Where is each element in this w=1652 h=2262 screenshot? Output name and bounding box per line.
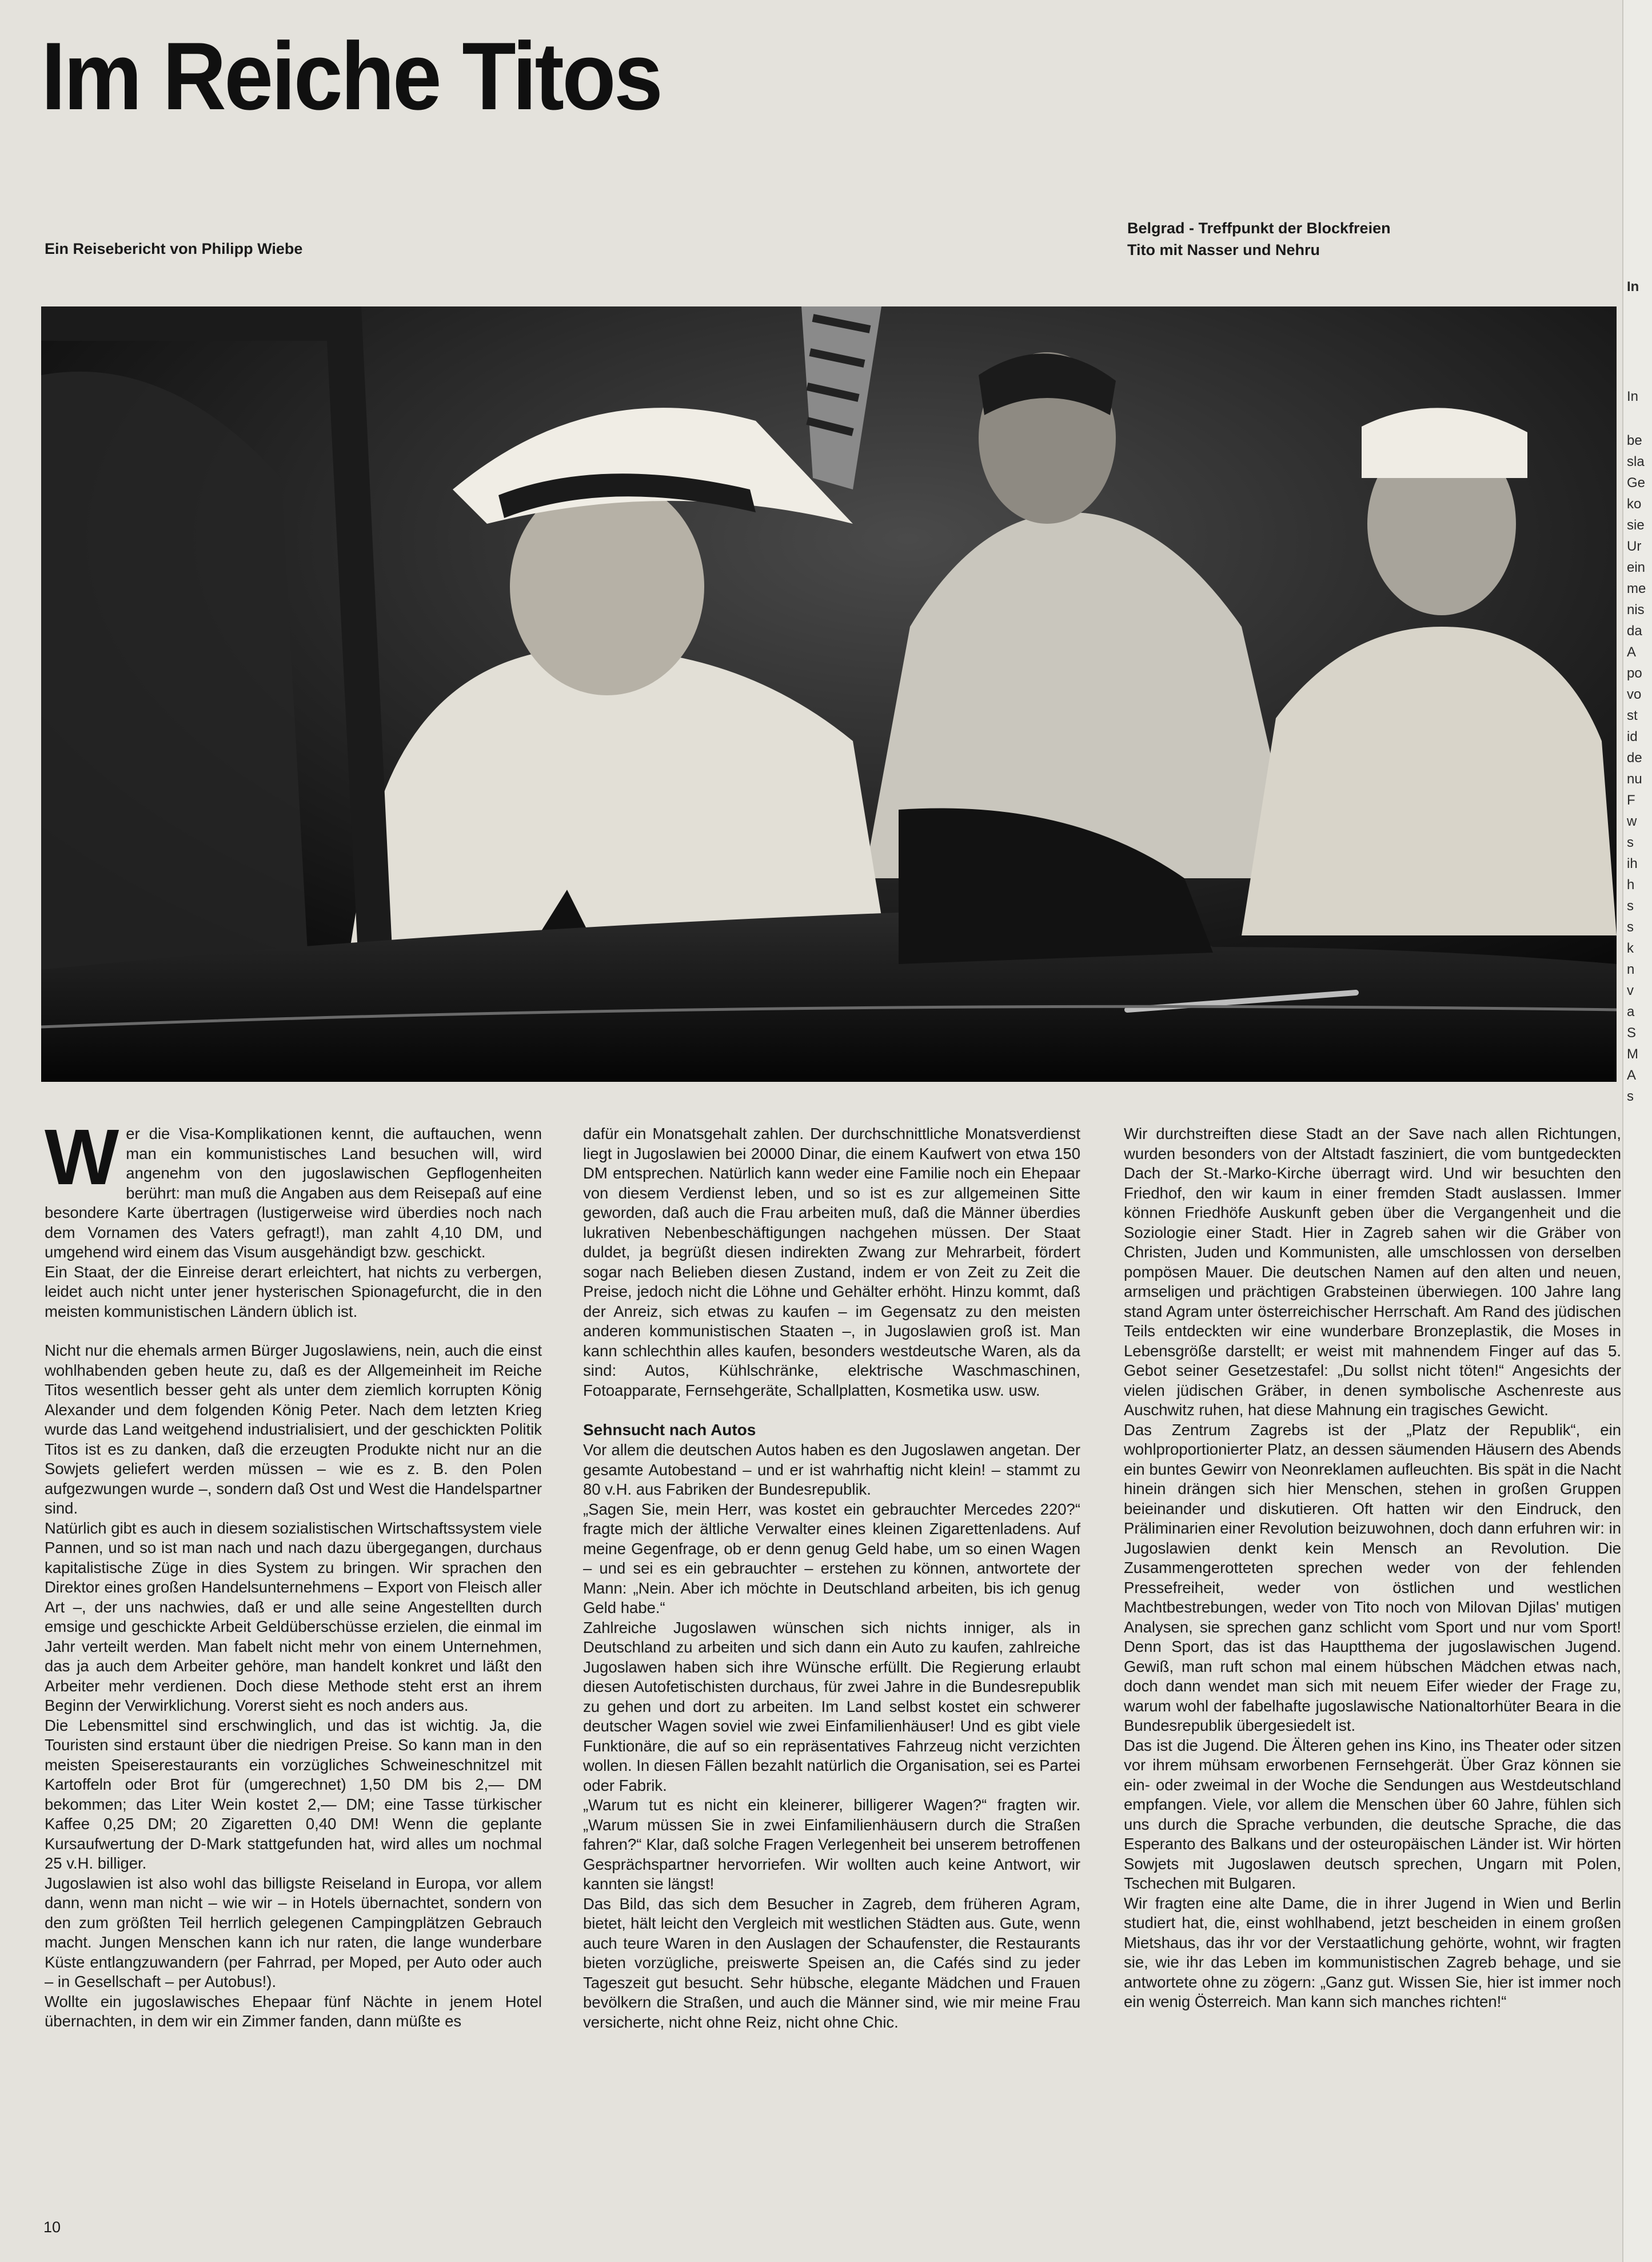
strip-fragment: M (1627, 1046, 1638, 1062)
subheading: Sehnsucht nach Autos (583, 1421, 756, 1439)
paragraph (45, 1113, 542, 1263)
paragraph: Ein Staat, der die Einreise derart erleichtert, hat nichts zu verbergen, leidet auch nicht unter jener hysterischen Spionagefurcht, die in den meisten kommunistischen Ländern üblich ist. (45, 1263, 542, 1320)
strip-fragment: st (1627, 708, 1638, 723)
drop-cap: W (45, 1113, 119, 1201)
strip-fragment: ko (1627, 496, 1642, 512)
strip-fragment: In (1627, 279, 1639, 294)
strip-fragment: v (1627, 983, 1634, 998)
strip-fragment: Ur (1627, 539, 1642, 554)
strip-fragment: s (1627, 835, 1634, 850)
paragraph-text: er die Visa-Komplikationen kennt, die auftauchen, wenn man ein kommunistisches Land besuchen will, wird angenehm von den jugoslawischen Gepflogenheiten berührt: man muß die Angaben aus dem Reisepaß auf eine besondere Karte übertragen (lustigerweise wird überdies noch nach dem Vornamen des Vaters gefragt!), man zahlt 4,10 DM, und umgehend wird einem das Visum ausgehändigt bzw. geschickt. (45, 1125, 542, 1261)
adjacent-page-edge (1622, 0, 1652, 2262)
paragraph: Nicht nur die ehemals armen Bürger Jugoslawiens, nein, auch die einst wohlhabenden geben heute zu, daß es der Allgemeinheit im Reiche Titos wesentlich besser geht als unter dem ziemlich korrupten König Alexander und dem folgenden König Peter. Nach dem letzten Krieg wurde das Land weitgehend industrialisiert, und der geschickten Politik Titos ist es zu danken, daß die erzeugten Produkte nicht nur an die Sowjets geliefert werden müssen – wie es z. B. den Polen aufgezwungen wurde –, sondern daß Ost und West die Handelspartner sind. (45, 1341, 542, 1517)
strip-fragment: s (1627, 919, 1634, 935)
paragraph: Wir durchstreiften diese Stadt an der Save nach allen Richtungen, wurden besonders von der Altstadt fasziniert, die vom buntgedeckten Dach der St.-Marko-Kirche überragt wird. Und wir besuchten den Friedhof, den wir kaum in einer fremden Stadt auslassen. Immer können Friedhöfe Auskunft geben über die Vergangenheit und die Soziologie einer Stadt. Hier in Zagreb sahen wir die Gräber von Christen, Juden und Kommunisten, alle umschlossen von derselben pompösen Mauer. Die deutschen Namen auf den alten und neuen, armseligen und prächtigen Grabsteinen überwiegen. 100 Jahre lang stand Agram unter österreichischer Herrschaft. Am Rand des jüdischen Teils entdeckten wir eine wunderbare Bronzeplastik, die Moses in Lebensgröße darstellt; er weist mit mahnendem Finger auf das 5. Gebot seiner Gesetzestafel: „Du sollst nicht töten!“ Angesichts der vielen jüdischen Gräber, in denen symbolische Aschenreste aus Auschwitz ruhen, hat diese Mahnung ein tragisches Gewicht. (1124, 1125, 1621, 1419)
paragraph: Jugoslawien ist also wohl das billigste Reiseland in Europa, vor allem dann, wenn man nicht – wie wir – in Hotels übernachtet, sondern von den zum größten Teil herrlich gelegenen Campingplätzen Gebrauch macht. Jungen Menschen kann ich nur raten, die lange wunderbare Küste entlangzuwandern (per Fahrrad, per Moped, per Auto oder auch – in Gesellschaft – per Autobus!). (45, 1874, 542, 1990)
strip-fragment: sla (1627, 454, 1645, 469)
strip-fragment: h (1627, 877, 1635, 893)
paragraph-gap (45, 1321, 542, 1341)
headline: Im Reiche Titos (41, 22, 661, 130)
paragraph: Vor allem die deutschen Autos haben es den Jugoslawen angetan. Der gesamte Autobestand – und er ist wahrhaftig nicht klein! – stammt zu 80 v.H. aus Fabriken der Bundesrepublik. (583, 1441, 1080, 1498)
strip-fragment: be (1627, 433, 1642, 448)
strip-fragment: id (1627, 729, 1638, 744)
article-column-1 (45, 1113, 542, 2032)
paragraph: Natürlich gibt es auch in diesem sozialistischen Wirtschaftssystem viele Pannen, und so ist man nach und nach dazu übergegangen, durchaus kapitalistische Züge in dies System zu bringen. Wir sprachen den Direktor eines großen Handelsunternehmens – Export von Fleisch aller Art –, der uns nachwies, daß er und alle seine Angestellten durch emsige und geschickte Arbeit Geldüberschüsse erzielen, die einmal im Jahr verteilt werden. Man fabelt nicht mehr von einem Unternehmen, das ja auch dem Arbeiter gehöre, man handelt konkret und läßt den Arbeiter mehr verdienen. Doch diese Methode steht erst an ihrem Beginn der Verwirklichung. Vorerst sieht es noch anders aus. (45, 1519, 542, 1714)
photo-caption (1127, 217, 1391, 261)
paragraph: Die Lebensmittel sind erschwinglich, und das ist wichtig. Ja, die Touristen sind erstaunt über die niedrigen Preise. So kann man in den meisten Speiserestaurants ein vorzügliches Schweineschnitzel mit Kartoffeln oder Brot für (umgerechnet) 1,50 DM bis 2,— DM bekommen; das Liter Wein kostet 2,— DM; eine Tasse türkischer Kaffee 0,25 DM; 20 Zigaretten 0,40 DM! Wenn die geplante Kursaufwertung der D-Mark stattgefunden hat, wird alles um nochmal 25 v.H. billiger. (45, 1716, 542, 1872)
strip-fragment: k (1627, 941, 1634, 956)
strip-fragment: de (1627, 750, 1642, 766)
strip-fragment: In (1627, 389, 1639, 404)
article-column-2 (583, 1124, 1080, 2032)
strip-fragment: sie (1627, 517, 1645, 533)
strip-fragment: F (1627, 793, 1635, 808)
strip-fragment: nu (1627, 771, 1642, 787)
strip-fragment: nis (1627, 602, 1645, 618)
byline: Ein Reisebericht von Philipp Wiebe (45, 240, 303, 257)
paragraph: Wollte ein jugoslawisches Ehepaar fünf Nächte in jenem Hotel übernachten, in dem wir ein Zimmer fanden, dann müßte es (45, 1992, 542, 2030)
strip-fragment: n (1627, 962, 1635, 977)
article-column-3 (1124, 1124, 1621, 2012)
strip-fragment: a (1627, 1004, 1635, 1020)
photo-illustration (41, 306, 1617, 1082)
paragraph: „Sagen Sie, mein Herr, was kostet ein gebrauchter Mercedes 220?“ fragte mich der ältliche Verwalter eines kleinen Zigarettenladens. Auf meine Gegenfrage, ob er denn genug Geld habe, um so einen Wagen – und sei es ein gebrauchter – erstehen zu können, antwortete der Mann: „Nein. Aber ich möchte in Deutschland arbeiten, bis ich genug Geld habe.“ (583, 1500, 1080, 1616)
strip-fragment: ih (1627, 856, 1638, 871)
paragraph: „Warum tut es nicht ein kleinerer, billigerer Wagen?“ fragten wir. „Warum müssen Sie in zwei Einfamilienhäusern durch die Straßen fahren?“ Klar, daß solche Fragen Verlegenheit bei unserem betroffenen Gesprächspartner hervorriefen. Wir wollten auch keine Antwort, wir kannten sie längst! (583, 1796, 1080, 1893)
strip-fragment: w (1627, 814, 1637, 829)
photo-tito-nasser-nehru (41, 306, 1617, 1082)
strip-fragment: s (1627, 898, 1634, 914)
page-number: 10 (43, 2219, 61, 2236)
strip-fragment: s (1627, 1089, 1634, 1104)
caption-line-2: Tito mit Nasser und Nehru (1127, 241, 1320, 258)
paragraph: Das Bild, das sich dem Besucher in Zagreb, dem früheren Agram, bietet, hält leicht den Vergleich mit westlichen Städten aus. Gute, wenn auch teure Waren in den Auslagen der Schaufenster, die Restaurants bieten vorzügliche, preiswerte Speisen an, die Cafés sind zu jeder Tageszeit gut besucht. Sehr hübsche, elegante Mädchen und Frauen bevölkern die Straßen, und auch die Männer sind, wie mir meine Frau versicherte, nicht ohne Reiz, nicht ohne Chic. (583, 1894, 1080, 2031)
strip-fragment: da (1627, 623, 1642, 639)
paragraph-gap (583, 1400, 1080, 1420)
strip-fragment: vo (1627, 687, 1642, 702)
paragraph: Zahlreiche Jugoslawen wünschen sich nichts inniger, als in Deutschland zu arbeiten und sich dann ein Auto zu kaufen, zahlreiche Jugoslawen haben sich ihre Wünsche erfüllt. Die Regierung erlaubt diesen Autofetischisten durchaus, für zwei Jahre in die Bundesrepublik zu gehen und dort zu arbeiten. Im Land selbst kostet ein schwerer deutscher Wagen soviel wie zwei Einfamilienhäuser! Und es gibt viele Funktionäre, die auf so ein repräsentatives Fahrzeug nicht verzichten wollen. In diesen Fällen bezahlt natürlich die Organisation, sei es Partei oder Fabrik. (583, 1618, 1080, 1794)
paragraph: Das ist die Jugend. Die Älteren gehen ins Kino, ins Theater oder sitzen vor ihrem mühsam erworbenen Fernsehgerät. Über Graz können sie ein- oder zweimal in der Woche die Sendungen aus Westdeutschland empfangen. Viele, vor allem die Menschen über 60 Jahre, fühlen sich uns durch die Sprache verbunden, die deutsche Sprache, die das Esperanto des Balkans und der osteuropäischen Länder ist. Wir hörten Sowjets mit Jugoslawen deutsch sprechen, Ungarn mit Polen, Tschechen mit Bulgaren. (1124, 1736, 1621, 1892)
paragraph: dafür ein Monatsgehalt zahlen. Der durchschnittliche Monatsverdienst liegt in Jugoslawien bei 20000 Dinar, die einem Kaufwert von etwa 150 DM entsprechen. Natürlich kann weder eine Familie noch ein Ehepaar von diesem Verdienst leben, und so ist es zur allgemeinen Sitte geworden, daß auch die Frau arbeiten muß, daß die Männer überdies lukrativen Nebenbeschäftigungen nachgehen müssen. Der Staat duldet, ja begrüßt diesen indirekten Zwang zur Mehrarbeit, fördert sogar nach Belieben diesen Zustand, indem er von Zeit zu Zeit die Preise, jedoch nicht die Löhne und Gehälter erhöht. Hinzu kommt, daß der Anreiz, sich etwas zu kaufen – im Gegensatz zu den meisten anderen kommunistischen Staaten –, in Jugoslawien groß ist. Man kann schlechthin alles kaufen, besonders westdeutsche Waren, als da sind: Autos, Kühlschränke, elektrische Waschmaschinen, Fotoapparate, Fernsehgeräte, Schallplatten, Kosmetika usw. usw. (583, 1125, 1080, 1399)
strip-fragment: me (1627, 581, 1646, 596)
strip-fragment: Ge (1627, 475, 1646, 491)
strip-fragment: S (1627, 1025, 1637, 1041)
caption-line-1: Belgrad - Treffpunkt der Blockfreien (1127, 220, 1391, 237)
paragraph: Das Zentrum Zagrebs ist der „Platz der Republik“, ein wohlproportionierter Platz, an dessen säumenden Häusern des Abends ein buntes Gewirr von Neonreklamen aufleuchten. Bis spät in die Nacht hinein drängen sich hier Menschen, stehen in großen Gruppen beieinander und diskutieren. Oft hatten wir den Eindruck, den Präliminarien einer Revolution beizuwohnen, doch dann erfuhren wir: in Jugoslawien denkt kein Mensch an Revolution. Die Zusammengerotteten sprechen weder von der fehlenden Pressefreiheit, weder von östlichen und westlichen Machtbestrebungen, weder von Tito noch von Milovan Djilas' mutigen Analysen, sie sprechen ganz schlicht vom Sport und nur vom Sport! Denn Sport, das ist das Hauptthema der jugoslawischen Jugend. Gewiß, man ruft schon mal einem hübschen Mädchen etwas nach, doch dann wendet man sich mit neuem Eifer wieder der Frage zu, warum wohl der fabelhafte jugoslawische Nationaltorhüter Beara in die Bundesrepublik übergesiedelt ist. (1124, 1420, 1621, 1734)
strip-fragment: A (1627, 1068, 1637, 1083)
paragraph: Wir fragten eine alte Dame, die in ihrer Jugend in Wien und Berlin studiert hat, die, einst wohlhabend, jetzt bescheiden in einem großen Mietshaus, das ihr vor der Verstaatlichung gehörte, wohnt, wir fragten sie, wie ihr das Leben im kommunistischen Zagreb behage, und sie antwortete ohne zu zögern: „Ganz gut. Wissen Sie, hier ist immer noch ein wenig Österreich. Man kann sich manches richten!“ (1124, 1894, 1621, 2010)
strip-fragment: ein (1627, 560, 1646, 575)
strip-fragment: A (1627, 644, 1637, 660)
strip-fragment: po (1627, 666, 1642, 681)
